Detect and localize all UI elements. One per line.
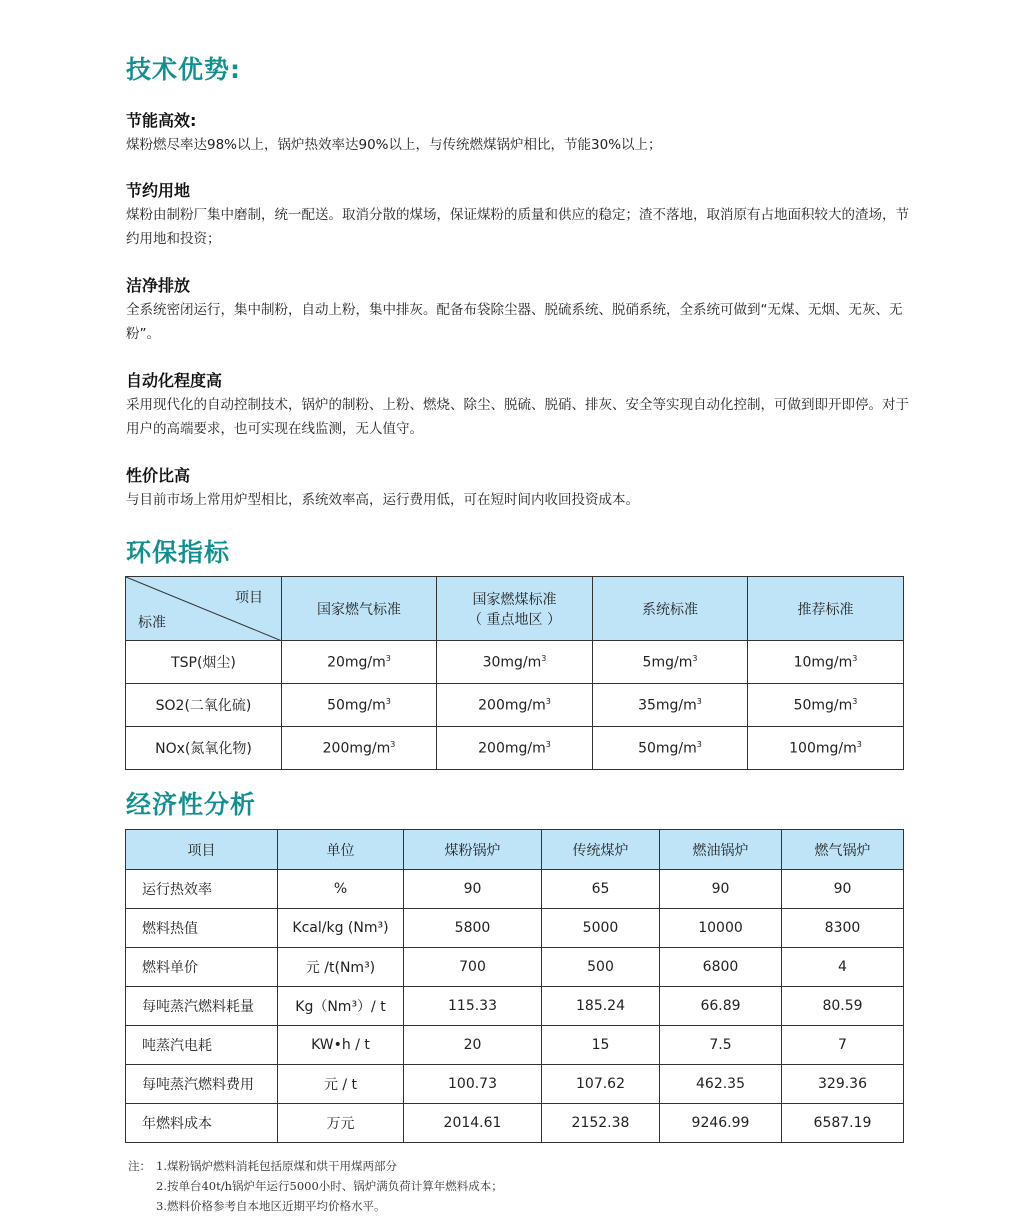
advantage-item	[126, 178, 911, 273]
env-corner-top: 项目	[235, 590, 263, 606]
econ-row-label: 年燃料成本	[126, 1104, 278, 1143]
econ-cell: 90	[404, 870, 542, 909]
advantage-heading: 自动化程度高	[126, 371, 223, 390]
advantage-text: 与目前市场上常用炉型相比，系统效率高，运行费用低，可在短时间内收回投资成本。	[126, 492, 639, 508]
econ-cell: 元 / t	[278, 1065, 404, 1104]
econ-row-label: 每吨蒸汽燃料耗量	[126, 987, 278, 1026]
env-title: 环保指标	[126, 538, 231, 567]
advantage-heading: 洁净排放	[126, 276, 191, 295]
econ-row	[126, 909, 904, 948]
env-cell: $50mg/m^3$	[748, 684, 904, 727]
econ-cell: 6800	[660, 948, 782, 987]
env-row-label: SO2(二氧化硫)	[126, 684, 282, 727]
env-cell: $35mg/m^3$	[593, 684, 748, 727]
env-cell: $50mg/m^3$	[282, 684, 437, 727]
advantage-item	[126, 273, 911, 368]
econ-table	[125, 829, 904, 1143]
econ-row	[126, 1026, 904, 1065]
advantage-heading: 节约用地	[126, 181, 191, 200]
env-cell: $20mg/m^3$	[282, 641, 437, 684]
env-row-label: TSP(烟尘)	[126, 641, 282, 684]
note-text: 1.煤粉锅炉燃料消耗包括原煤和烘干用煤两部分	[156, 1159, 397, 1173]
env-corner-cell	[126, 577, 282, 641]
advantage-text: 全系统密闭运行，集中制粉，自动上粉，集中排灰。配备布袋除尘器、脱硫系统、脱硝系统，全系统可做到“无煤、无烟、无灰、无粉”。	[126, 302, 903, 342]
econ-row-label: 运行热效率	[126, 870, 278, 909]
econ-cell: 80.59	[782, 987, 904, 1026]
notes	[128, 1156, 908, 1216]
econ-cell: 329.36	[782, 1065, 904, 1104]
note-line	[128, 1156, 908, 1176]
env-header-row	[126, 577, 904, 641]
note-prefix: 注：	[128, 1159, 151, 1173]
advantage-text: 采用现代化的自动控制技术，锅炉的制粉、上粉、燃烧、除尘、脱硫、脱硝、排灰、安全等实现自动化控制，可做到即开即停。对于用户的高端要求，也可实现在线监测，无人值守。	[126, 397, 909, 437]
econ-cell: 500	[542, 948, 660, 987]
econ-header: 燃气锅炉	[782, 830, 904, 870]
econ-cell: 700	[404, 948, 542, 987]
econ-cell: 65	[542, 870, 660, 909]
econ-cell: 66.89	[660, 987, 782, 1026]
env-row	[126, 641, 904, 684]
econ-cell: 100.73	[404, 1065, 542, 1104]
advantage-item	[126, 108, 911, 178]
env-corner-bottom: 标准	[138, 615, 166, 631]
env-cell: $200mg/m^3$	[282, 727, 437, 770]
env-table	[125, 576, 904, 770]
econ-cell: 9246.99	[660, 1104, 782, 1143]
econ-cell: 462.35	[660, 1065, 782, 1104]
env-header	[437, 577, 593, 641]
econ-cell: 元 /t(Nm³)	[278, 948, 404, 987]
econ-row-label: 燃料单价	[126, 948, 278, 987]
advantage-text: 煤粉燃尽率达98%以上，锅炉热效率达90%以上，与传统燃煤锅炉相比，节能30%以上；	[126, 137, 662, 153]
advantage-text: 煤粉由制粉厂集中磨制，统一配送。取消分散的煤场，保证煤粉的质量和供应的稳定；渣不落地，取消原有占地面积较大的渣场，节约用地和投资；	[126, 207, 909, 247]
note-text: 2.按单台40t/h锅炉年运行5000小时、锅炉满负荷计算年燃料成本；	[156, 1179, 503, 1193]
advantage-heading: 节能高效:	[126, 111, 197, 130]
env-header-line2: （ 重点地区 ）	[468, 611, 561, 628]
econ-cell: 15	[542, 1026, 660, 1065]
econ-row	[126, 870, 904, 909]
econ-row-label: 燃料热值	[126, 909, 278, 948]
note-text: 3.燃料价格参考自本地区近期平均价格水平。	[156, 1199, 386, 1213]
econ-cell: 90	[660, 870, 782, 909]
econ-header: 燃油锅炉	[660, 830, 782, 870]
econ-cell: 20	[404, 1026, 542, 1065]
econ-cell: 185.24	[542, 987, 660, 1026]
econ-cell: 5800	[404, 909, 542, 948]
econ-header: 项目	[126, 830, 278, 870]
econ-cell: 10000	[660, 909, 782, 948]
econ-cell: 2014.61	[404, 1104, 542, 1143]
econ-cell: 6587.19	[782, 1104, 904, 1143]
advantage-item	[126, 463, 911, 508]
env-row	[126, 684, 904, 727]
env-cell: $200mg/m^3$	[437, 727, 593, 770]
econ-row-label: 每吨蒸汽燃料费用	[126, 1065, 278, 1104]
econ-cell: 万元	[278, 1104, 404, 1143]
econ-cell: Kg（Nm³）/ t	[278, 987, 404, 1026]
env-cell: $5mg/m^3$	[593, 641, 748, 684]
env-cell: $100mg/m^3$	[748, 727, 904, 770]
econ-cell: %	[278, 870, 404, 909]
env-header-line1: 国家燃煤标准	[472, 591, 557, 608]
env-cell: $200mg/m^3$	[437, 684, 593, 727]
econ-cell: 8300	[782, 909, 904, 948]
econ-header: 传统煤炉	[542, 830, 660, 870]
env-cell: $50mg/m^3$	[593, 727, 748, 770]
econ-header: 煤粉锅炉	[404, 830, 542, 870]
econ-cell: 5000	[542, 909, 660, 948]
econ-row-label: 吨蒸汽电耗	[126, 1026, 278, 1065]
econ-row	[126, 1065, 904, 1104]
econ-cell: 90	[782, 870, 904, 909]
econ-cell: 4	[782, 948, 904, 987]
econ-cell: 7	[782, 1026, 904, 1065]
env-cell: $30mg/m^3$	[437, 641, 593, 684]
econ-row	[126, 987, 904, 1026]
env-header: 系统标准	[593, 577, 748, 641]
econ-title: 经济性分析	[126, 790, 257, 819]
econ-cell: 7.5	[660, 1026, 782, 1065]
advantages-list	[126, 108, 911, 508]
econ-row	[126, 948, 904, 987]
advantage-heading: 性价比高	[126, 466, 191, 485]
econ-cell: 2152.38	[542, 1104, 660, 1143]
env-row-label: NOx(氮氧化物)	[126, 727, 282, 770]
env-header: 推荐标准	[748, 577, 904, 641]
env-row	[126, 727, 904, 770]
env-header: 国家燃气标准	[282, 577, 437, 641]
econ-cell: 107.62	[542, 1065, 660, 1104]
econ-header-row	[126, 830, 904, 870]
env-cell: $10mg/m^3$	[748, 641, 904, 684]
advantage-item	[126, 368, 911, 463]
econ-cell: 115.33	[404, 987, 542, 1026]
econ-header: 单位	[278, 830, 404, 870]
econ-row	[126, 1104, 904, 1143]
econ-cell: KW•h / t	[278, 1026, 404, 1065]
econ-cell: Kcal/kg (Nm³)	[278, 909, 404, 948]
econ-body	[126, 870, 904, 1143]
advantages-title: 技术优势:	[126, 55, 241, 84]
